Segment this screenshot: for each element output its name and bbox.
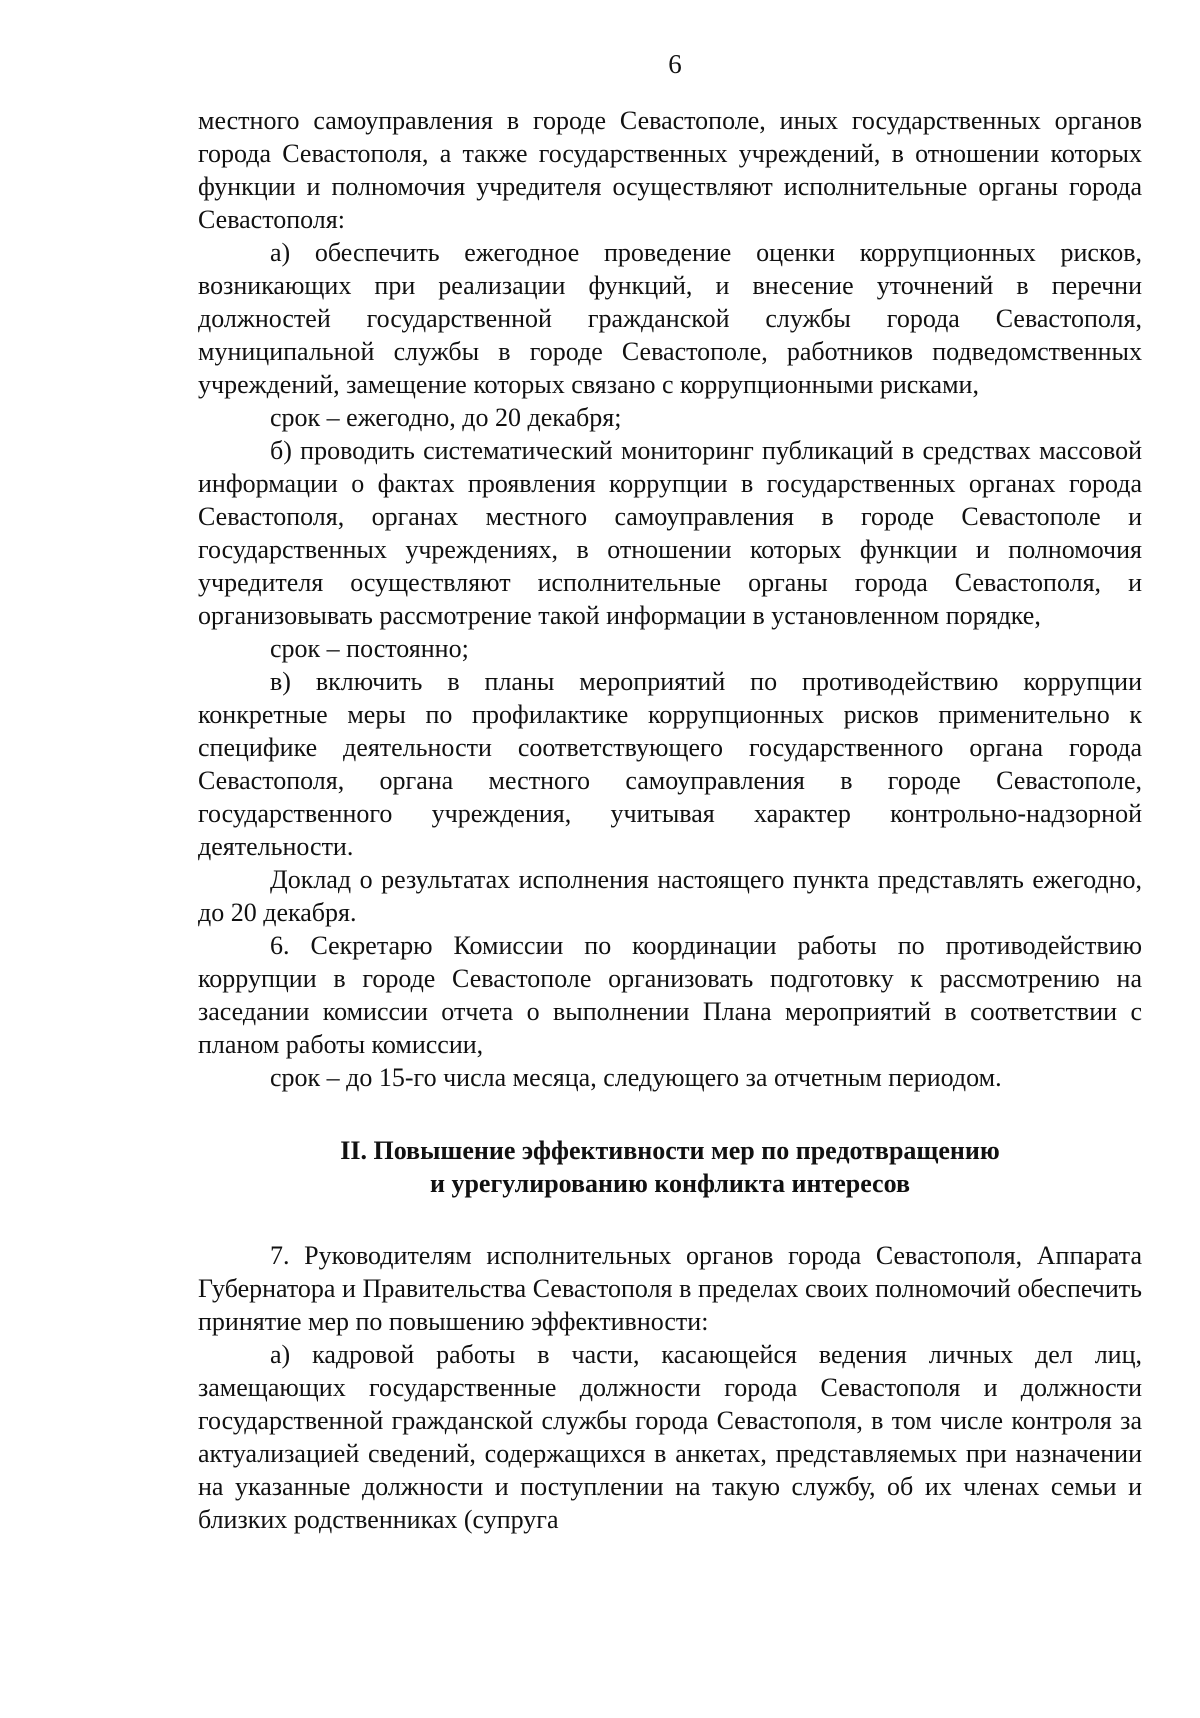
paragraph-deadline-b: срок – постоянно; xyxy=(270,634,469,663)
document-body xyxy=(198,104,1142,1536)
paragraph-item-a-2: а) кадровой работы в части, касающейся ведения личных дел лиц, замещающих государственные должности города Севастополя и должности государственной гражданской службы города Севастополя, в том числе контроля за актуализацией сведений, содержащихся в анкетах, представляемых при назначении на указанные должности и поступлении на такую службу, об их членах семьи и близких родственниках (супруга xyxy=(198,1340,1142,1534)
paragraph-item-v: в) включить в планы мероприятий по противодействию коррупции конкретные меры по профилактике коррупционных рисков применительно к специфике деятельности соответствующего государственного органа города Севастополя, органа местного самоуправления в городе Севастополе, государственного учреждения, учитывая характер контрольно-надзорной деятельности. xyxy=(198,667,1142,861)
paragraph-continuation: местного самоуправления в городе Севастополе, иных государственных органов города Севастополя, а также государственных учреждений, в отношении которых функции и полномочия учредителя осуществляют исполнительные органы города Севастополя: xyxy=(198,106,1142,234)
paragraph-point-7: 7. Руководителям исполнительных органов города Севастополя, Аппарата Губернатора и Правительства Севастополя в пределах своих полномочий обеспечить принятие мер по повышению эффективности: xyxy=(198,1241,1142,1336)
paragraph-point-6: 6. Секретарю Комиссии по координации работы по противодействию коррупции в городе Севастополе организовать подготовку к рассмотрению на заседании комиссии отчета о выполнении Плана мероприятий в соответствии с планом работы комиссии, xyxy=(198,931,1142,1059)
section-heading-line-2: и урегулированию конфликта интересов xyxy=(429,1169,910,1198)
section-heading-line-1: II. Повышение эффективности мер по предотвращению xyxy=(340,1136,1000,1165)
section-heading xyxy=(198,1134,1142,1200)
paragraph-item-a: а) обеспечить ежегодное проведение оценки коррупционных рисков, возникающих при реализации функций, и внесение уточнений в перечни должностей государственной гражданской службы города Севастополя, муниципальной службы в городе Севастополе, работников подведомственных учреждений, замещение которых связано с коррупционными рисками, xyxy=(198,238,1142,399)
paragraph-deadline-6: срок – до 15-го числа месяца, следующего за отчетным периодом. xyxy=(270,1063,1002,1092)
paragraph-report: Доклад о результатах исполнения настоящего пункта представлять ежегодно, до 20 декабря. xyxy=(198,865,1142,927)
paragraph-item-b: б) проводить систематический мониторинг публикаций в средствах массовой информации о фактах проявления коррупции в государственных органах города Севастополя, органах местного самоуправления в городе Севастополе и государственных учреждениях, в отношении которых функции и полномочия учредителя осуществляют исполнительные органы города Севастополя, и организовывать рассмотрение такой информации в установленном порядке, xyxy=(198,436,1142,630)
paragraph-deadline-a: срок – ежегодно, до 20 декабря; xyxy=(270,403,622,432)
page-number: 6 xyxy=(668,49,682,79)
